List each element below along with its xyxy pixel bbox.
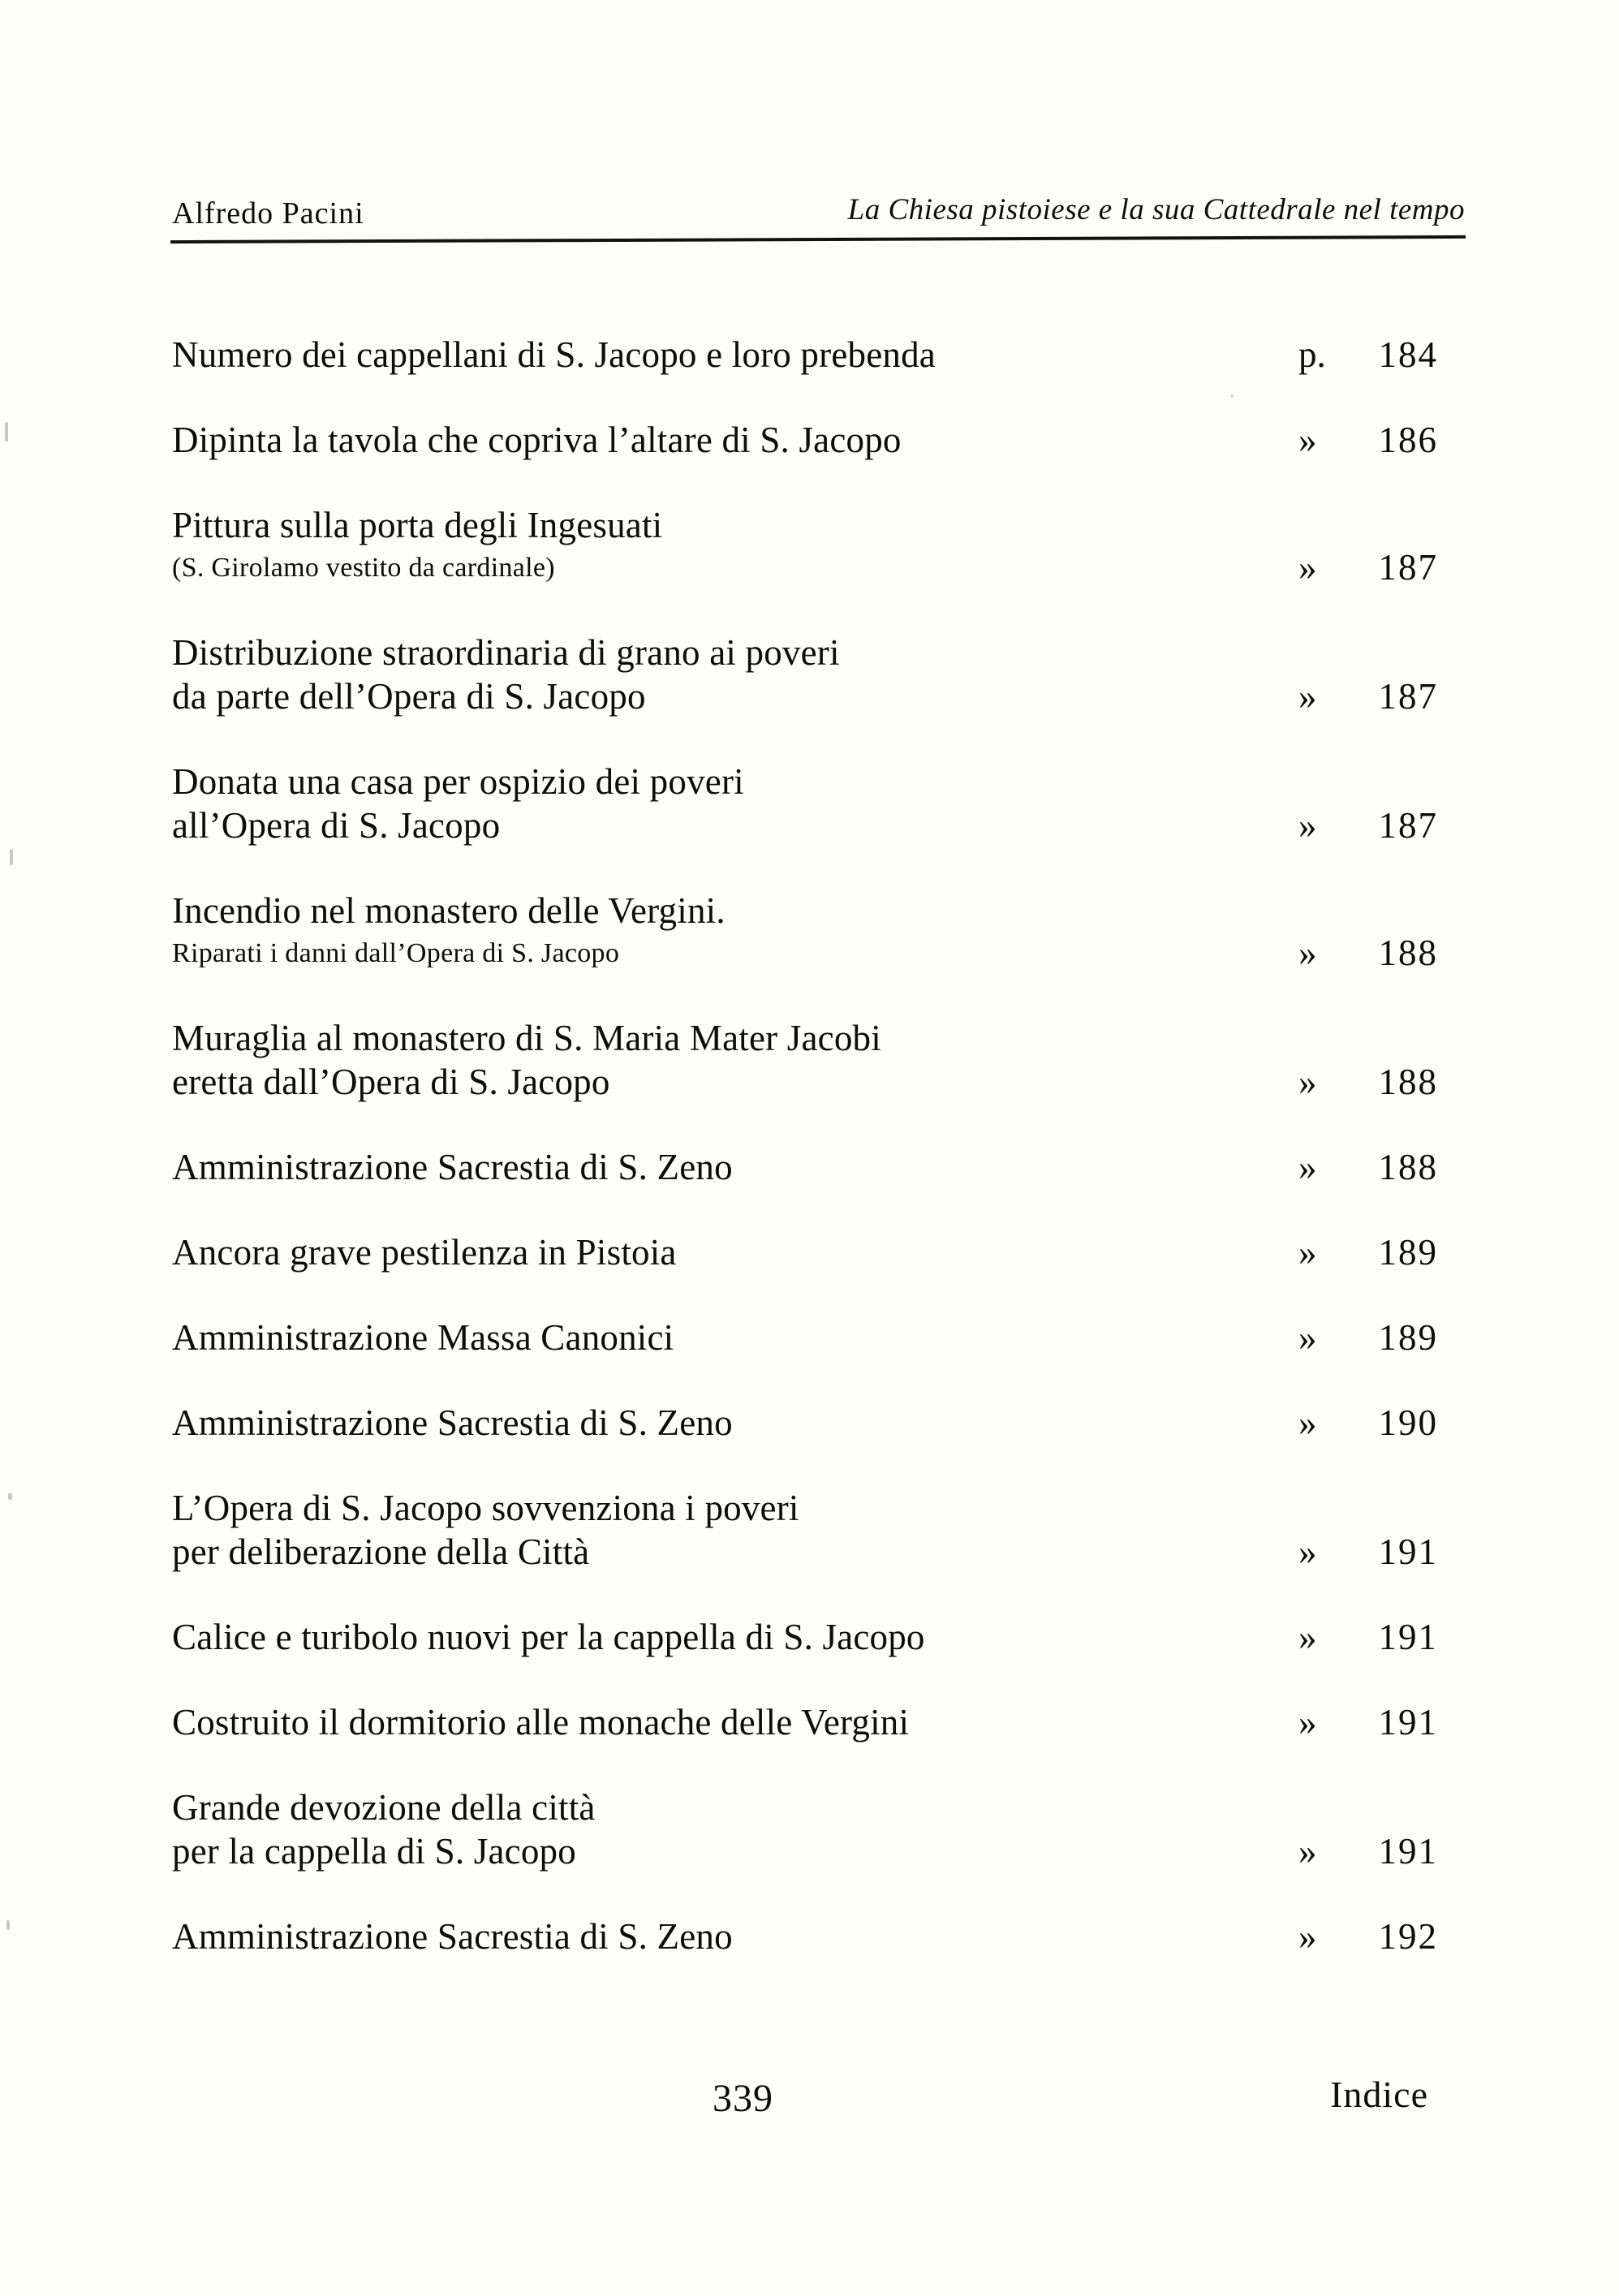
- page-marker: »: [1298, 1702, 1317, 1742]
- page-number: 188: [1378, 933, 1438, 973]
- index-entry: [172, 889, 1438, 975]
- entry-title: [172, 631, 1251, 718]
- index-entry: [172, 1700, 1438, 1744]
- entry-title: [172, 1486, 1251, 1574]
- page-number: 188: [1378, 1147, 1438, 1187]
- page-marker: »: [1298, 1147, 1317, 1187]
- entry-title-line: da parte dell’Opera di S. Jacopo: [172, 676, 646, 717]
- entry-title-line: Muraglia al monastero di S. Maria Mater Jacobi: [172, 1018, 881, 1058]
- running-head-book-title: La Chiesa pistoiese e la sua Cattedrale nel tempo: [847, 193, 1465, 226]
- entry-title: [172, 1230, 1251, 1274]
- index-entry: [172, 1915, 1438, 1958]
- entry-title: [172, 1615, 1251, 1659]
- page-number: 188: [1378, 1062, 1438, 1102]
- page-marker: »: [1298, 547, 1317, 588]
- scan-artifact: [8, 1493, 12, 1500]
- index-entry: [172, 1615, 1438, 1659]
- entry-title-line: Incendio nel monastero delle Vergini.: [172, 890, 726, 931]
- page-marker: »: [1298, 1916, 1317, 1957]
- header-rule: [170, 235, 1466, 243]
- entry-title-line: Dipinta la tavola che copriva l’altare di S. Jacopo: [172, 420, 902, 460]
- page-number: 187: [1378, 676, 1438, 717]
- entry-title-line: Riparati i danni dall’Opera di S. Jacopo: [172, 938, 620, 968]
- page-number: 191: [1378, 1617, 1438, 1657]
- entry-title-line: per la cappella di S. Jacopo: [172, 1831, 576, 1872]
- page-marker: »: [1298, 1531, 1317, 1572]
- page-number: 189: [1378, 1232, 1438, 1273]
- entry-title-line: Grande devozione della città: [172, 1787, 596, 1828]
- entry-title-line: Pittura sulla porta degli Ingesuati: [172, 505, 663, 545]
- entry-title-line: Numero dei cappellani di S. Jacopo e loro prebenda: [172, 334, 936, 375]
- entry-title: [172, 418, 1251, 462]
- page-number: 191: [1378, 1702, 1438, 1742]
- index-entry: [172, 631, 1438, 718]
- index-entry: [172, 418, 1438, 462]
- page-marker: »: [1298, 1617, 1317, 1657]
- entry-title: [172, 889, 1251, 975]
- page-marker: »: [1298, 1317, 1317, 1358]
- index-entry: [172, 503, 1438, 589]
- entry-title-line: Amministrazione Sacrestia di S. Zeno: [172, 1147, 733, 1187]
- scan-artifact: [10, 849, 13, 865]
- entry-title: [172, 1786, 1251, 1873]
- page-number: 187: [1378, 805, 1438, 846]
- scan-artifact: [1230, 394, 1234, 398]
- entry-title: [172, 1316, 1251, 1359]
- entry-title-line: all’Opera di S. Jacopo: [172, 805, 501, 846]
- entry-title-line: Amministrazione Sacrestia di S. Zeno: [172, 1916, 733, 1957]
- index-list: [172, 333, 1438, 2000]
- index-entry: [172, 1486, 1438, 1574]
- entry-title-line: Donata una casa per ospizio dei poveri: [172, 761, 744, 802]
- scan-artifact: [5, 422, 8, 442]
- entry-title-line: Distribuzione straordinaria di grano ai poveri: [172, 632, 840, 673]
- running-head-author: Alfredo Pacini: [172, 196, 364, 230]
- page-number: 191: [1378, 1531, 1438, 1572]
- page-marker: »: [1298, 1831, 1317, 1872]
- index-entry: [172, 333, 1438, 377]
- page-number: 191: [1378, 1831, 1438, 1872]
- entry-title: [172, 1145, 1251, 1189]
- entry-title-line: L’Opera di S. Jacopo sovvenziona i poveri: [172, 1488, 799, 1528]
- entry-title: [172, 1401, 1251, 1445]
- page-marker: »: [1298, 420, 1317, 460]
- entry-title-line: Calice e turibolo nuovi per la cappella di S. Jacopo: [172, 1617, 925, 1657]
- page-marker: »: [1298, 1232, 1317, 1273]
- page-marker: »: [1298, 933, 1317, 973]
- entry-title-line: Costruito il dormitorio alle monache delle Vergini: [172, 1702, 910, 1742]
- entry-title: [172, 503, 1251, 589]
- index-entry: [172, 1145, 1438, 1189]
- page-marker: »: [1298, 805, 1317, 846]
- scan-artifact: [6, 1920, 10, 1930]
- entry-title: [172, 333, 1251, 377]
- entry-title-line: per deliberazione della Città: [172, 1531, 590, 1572]
- entry-title: [172, 1016, 1251, 1104]
- page-number: 190: [1378, 1402, 1438, 1443]
- index-entry: [172, 1401, 1438, 1445]
- entry-title-line: Ancora grave pestilenza in Pistoia: [172, 1232, 677, 1273]
- index-entry: [172, 1316, 1438, 1359]
- index-entry: [172, 1016, 1438, 1104]
- page-number: 187: [1378, 547, 1438, 588]
- entry-title-line: Amministrazione Sacrestia di S. Zeno: [172, 1402, 733, 1443]
- entry-title: [172, 760, 1251, 847]
- entry-title-line: (S. Girolamo vestito da cardinale): [172, 553, 555, 583]
- page-marker: p.: [1298, 334, 1326, 375]
- folio-page-number: 339: [713, 2077, 773, 2120]
- page-number: 192: [1378, 1916, 1438, 1957]
- entry-title-line: Amministrazione Massa Canonici: [172, 1317, 674, 1358]
- page-number: 184: [1378, 334, 1438, 375]
- index-entry: [172, 1786, 1438, 1873]
- page-marker: »: [1298, 676, 1317, 717]
- entry-title: [172, 1700, 1251, 1744]
- page-number: 186: [1378, 420, 1438, 460]
- entry-title-line: eretta dall’Opera di S. Jacopo: [172, 1062, 610, 1102]
- page-number: 189: [1378, 1317, 1438, 1358]
- entry-title: [172, 1915, 1251, 1958]
- index-entry: [172, 760, 1438, 847]
- page-marker: »: [1298, 1062, 1317, 1102]
- footer-section-label: Indice: [1330, 2074, 1428, 2115]
- page-marker: »: [1298, 1402, 1317, 1443]
- index-entry: [172, 1230, 1438, 1274]
